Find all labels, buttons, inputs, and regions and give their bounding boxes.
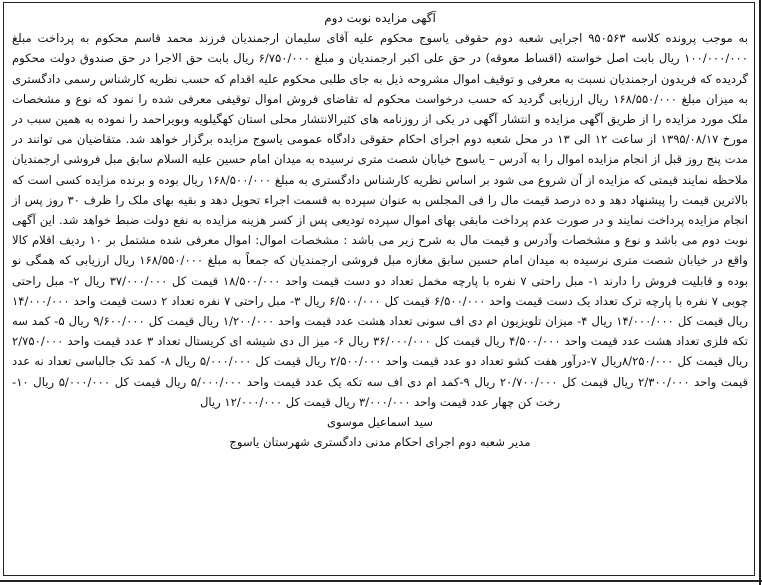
signer-name: سید اسماعیل موسوی (326, 415, 433, 430)
notice-title: آگهی مزایده نوبت دوم (324, 11, 436, 25)
signer-title: مدیر شعبه دوم اجرای احکام مدنی دادگستری شهرستان یاسوج (229, 435, 531, 450)
page-edge-right-rule (759, 0, 761, 585)
page-edge-bottom-rule (0, 580, 762, 582)
auction-notice (12, 8, 748, 452)
notice-body: به موجب پرونده کلاسه ۹۵۰۵۶۳ اجرایی شعبه دوم حقوقی یاسوج محکوم علیه آقای سلیمان ارجمندیان فرزند محمد قاسم محکوم به پرداخت مبلغ ۱۰۰/۰۰۰/۰۰۰ ریال بابت اصل خواسته (اقساط معوقه) در حق علی اکبر ارجمندیان و مبلغ ۶/۷۵۰/۰۰۰ ریال بابت حق الاجرا در حق صندوق دولت محکوم گردیده که فریدون ارجمندیان نسبت به معرفی و توقیف اموال مشروحه ذیل به جای طلبی محکوم علیه اقدام که حسب نظریه کارشناس رسمی دادگستری به میزان مبلغ ۱۶۸/۵۵۰/۰۰۰ ریال ارزیابی گردید که حسب درخواست محکوم له تقاضای فروش اموال توقیفی معرفی شده را نمود که نوع و مشخصات ملک مورد مزایده را از طریق آگهی مزایده و انتشار آگهی در یکی از روزنامه های کثیرالانتشار محلی استان کهگیلویه وبویراحمد را نموده به همین سبب در مورخ ۱۳۹۵/۰۸/۱۷ از ساعت ۱۲ الی ۱۳ در محل شعبه دوم اجرای احکام حقوقی دادگاه عمومی یاسوج مزایده برگزار خواهد شد. متقاضیان می توانند در مدت پنج روز قبل از انجام مزایده اموال را به آدرس – یاسوج خیابان شصت متری نرسیده به میدان امام حسین علیه السلام سابق مبل فروشی ارجمندیان ملاحظه نمایند قیمتی که مزایده از آن شروع می شود بر اساس نظریه کارشناس دادگستری به مبلغ ۱۶۸/۵۰۰/۰۰۰ ریال بوده و برنده مزایده کسی است که بالاترین قیمت را پیشنهاد دهد و ده درصد قیمت مال را فی المجلس به عنوان سپرده به قسمت اجراء تحویل دهد و بقیه بهای ملک را ظرف ۳۰ روز پس از انجام مزایده پرداخت نمایند و در صورت عدم پرداخت مابقی بهای اموال سپرده تودیعی پس از کسر هزینه مزایده به نفع دولت ضبط خواهد شد. این آگهی نوبت دوم می باشد و نوع و مشخصات وآدرس و قیمت مال به شرح زیر می باشد : مشخصات اموال: اموال معرفی شده مشتمل بر ۱۰ ردیف اقلام کالا واقع در خیابان شصت متری نرسیده به میدان امام حسین سابق مغازه مبل فروشی ارجمندیان که جمعاً به مبلغ ۱۶۸/۵۵۰/۰۰۰ ریال ارزیابی که همگی نو بوده و قابلیت فروش را دارند ۱- مبل راحتی ۷ نفره با پارچه مخمل تعداد دو دست قیمت واحد ۱۸/۵۰۰/۰۰۰ قیمت کل ۳۷/۰۰۰/۰۰۰ ریال ۲- مبل راحتی چوبی ۷ نفره با پارچه ترک تعداد یک دست قیمت واحد ۶/۵۰۰/۰۰۰ قیمت کل ۶/۵۰۰/۰۰۰ ریال ۳- مبل راحتی ۷ نفره تعداد ۲ دست قیمت واحد ۱۴/۰۰۰/۰۰۰ ریال قیمت کل ۱۴/۰۰۰/۰۰۰ ریال ۴- میزان تلویزیون ام دی اف سونی تعداد هشت عدد قیمت واحد ۱/۲۰۰/۰۰۰ ریال قیمت کل ۹/۶۰۰/۰۰۰ ریال ۵- کمد سه تکه فلزی تعداد هشت عدد قیمت واحد ۴/۵۰۰/۰۰۰ ریال قیمت کل ۳۶/۰۰۰/۰۰۰ ریال ۶- میز ال دی شیشه ای کریستال تعداد ۳ عدد قیمت واحد ۲/۷۵۰/۰۰۰ ریال قیمت کل ۸/۲۵۰/۰۰۰ریال ۷-درآور هفت کشو تعداد دو عدد قیمت واحد ۲/۵۰۰/۰۰۰ ریال قیمت کل ۵/۰۰۰/۰۰۰ ریال ۸- کمد تک جالباسی تعداد نه عدد قیمت واحد ۲/۳۰۰/۰۰۰ ریال قیمت کل ۲۰/۷۰۰/۰۰۰ ریال ۹-کمد ام دی اف سه تکه یک عدد قیمت واحد ۵/۰۰۰/۰۰۰ ریال قیمت کل ۵/۰۰۰/۰۰۰ ریال ۱۰-رخت کن چهار عدد قیمت واحد ۳/۰۰۰/۰۰۰ ریال قیمت کل ۱۲/۰۰۰/۰۰۰ ریال (12, 31, 749, 409)
